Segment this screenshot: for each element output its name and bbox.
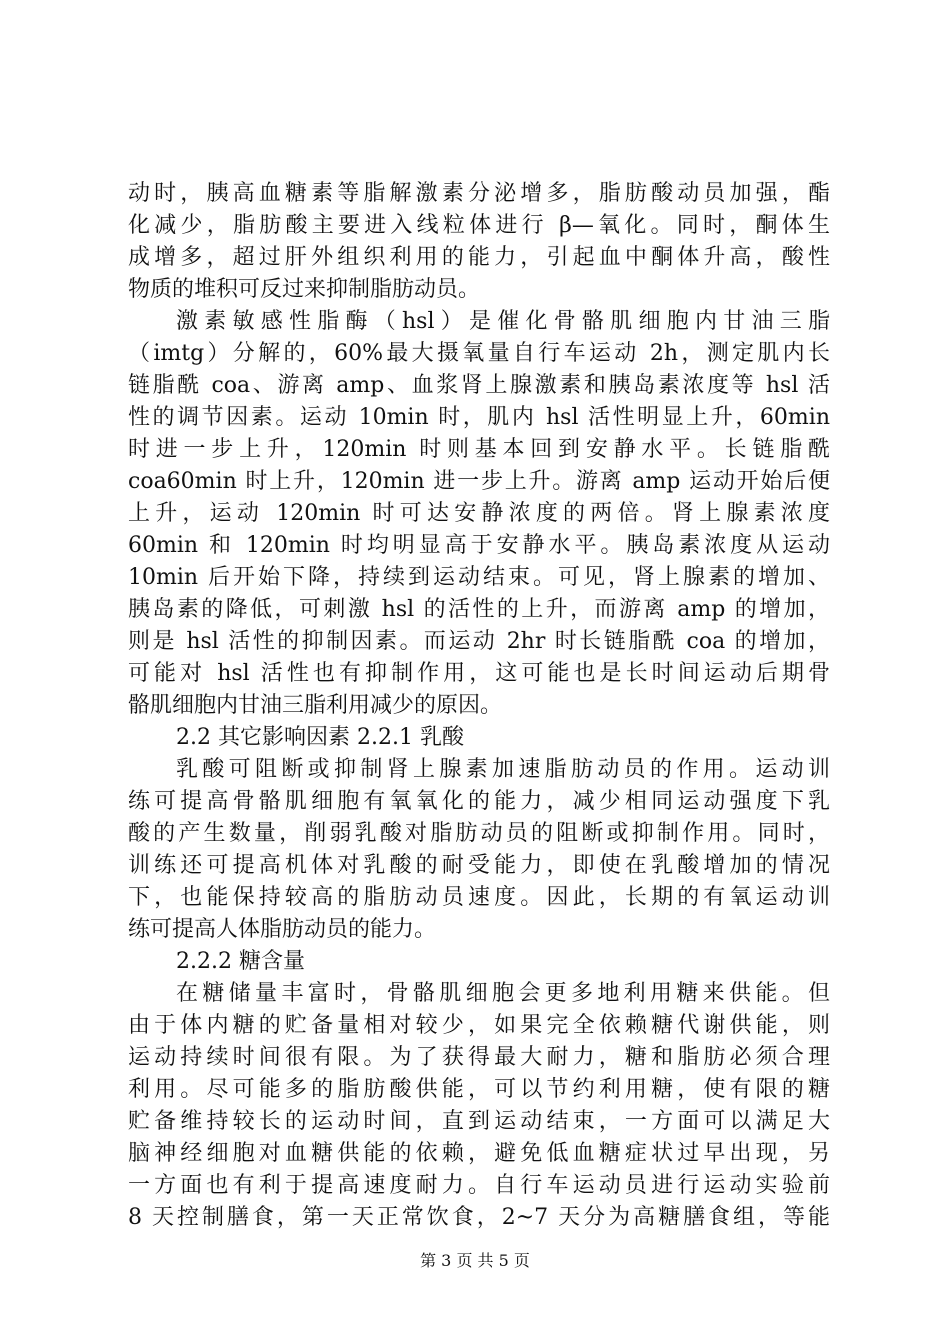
text-line: 酸的产生数量，削弱乳酸对脂肪动员的阻断或抑制作用。同时， [128, 821, 830, 846]
text-line: 练可提高人体脂肪动员的能力。 [128, 917, 437, 942]
text-line: 乳酸可阻断或抑制肾上腺素加速脂肪动员的作用。运动训 [176, 757, 830, 782]
text-line: 骼肌细胞内甘油三脂利用减少的原因。 [128, 693, 503, 718]
section-heading: 2.2.2 糖含量 [176, 949, 305, 974]
text-line: 下，也能保持较高的脂肪动员速度。因此，长期的有氧运动训 [128, 885, 830, 910]
text-line: 运动持续时间很有限。为了获得最大耐力，糖和脂肪必须合理 [128, 1045, 830, 1070]
text-line: coa60min 时上升，120min 进一步上升。游离 amp 运动开始后便 [128, 469, 830, 494]
text-line: 成增多，超过肝外组织利用的能力，引起血中酮体升高，酸性 [128, 245, 830, 270]
text-line: 胰岛素的降低，可刺激 hsl 的活性的上升，而游离 amp 的增加， [128, 597, 830, 622]
text-line: 可能对 hsl 活性也有抑制作用，这可能也是长时间运动后期骨 [128, 661, 830, 686]
text-line: 训练还可提高机体对乳酸的耐受能力，即使在乳酸增加的情况 [128, 853, 830, 878]
text-line: 贮备维持较长的运动时间，直到运动结束，一方面可以满足大 [128, 1109, 830, 1134]
text-line: （imtg）分解的，60%最大摄氧量自行车运动 2h，测定肌内长 [128, 341, 830, 366]
text-line: 动时，胰高血糖素等脂解激素分泌增多，脂肪酸动员加强，酯 [128, 181, 830, 206]
text-line: 一方面也有利于提高速度耐力。自行车运动员进行运动实验前 [128, 1173, 830, 1198]
text-line: 性的调节因素。运动 10min 时，肌内 hsl 活性明显上升，60min [128, 405, 830, 430]
text-line: 脑神经细胞对血糖供能的依赖，避免低血糖症状过早出现，另 [128, 1141, 830, 1166]
text-line: 利用。尽可能多的脂肪酸供能，可以节约利用糖，使有限的糖 [128, 1077, 830, 1102]
text-line: 化减少，脂肪酸主要进入线粒体进行 β—氧化。同时，酮体生 [128, 213, 830, 238]
text-line: 10min 后开始下降，持续到运动结束。可见，肾上腺素的增加、 [128, 565, 830, 590]
text-line: 练可提高骨骼肌细胞有氧氧化的能力，减少相同运动强度下乳 [128, 789, 830, 814]
text-line: 则是 hsl 活性的抑制因素。而运动 2hr 时长链脂酰 coa 的增加， [128, 629, 830, 654]
text-line: 在糖储量丰富时，骨骼肌细胞会更多地利用糖来供能。但 [176, 981, 830, 1006]
text-line: 链脂酰 coa、游离 amp、血浆肾上腺激素和胰岛素浓度等 hsl 活 [128, 373, 830, 398]
page-footer: 第 3 页 共 5 页 [420, 1251, 530, 1270]
text-line: 上升，运动 120min 时可达安静浓度的两倍。肾上腺素浓度 [128, 501, 830, 526]
text-line: 8 天控制膳食，第一天正常饮食，2~7 天分为高糖膳食组，等能 [128, 1205, 830, 1230]
text-line: 60min 和 120min 时均明显高于安静水平。胰岛素浓度从运动 [128, 533, 830, 558]
text-line: 物质的堆积可反过来抑制脂肪动员。 [128, 277, 481, 302]
text-line: 时进一步上升，120min 时则基本回到安静水平。长链脂酰 [128, 437, 830, 462]
text-line: 由于体内糖的贮备量相对较少，如果完全依赖糖代谢供能，则 [128, 1013, 830, 1038]
text-line: 激素敏感性脂酶（hsl）是催化骨骼肌细胞内甘油三脂 [176, 309, 830, 334]
section-heading: 2.2 其它影响因素 2.2.1 乳酸 [176, 725, 464, 750]
